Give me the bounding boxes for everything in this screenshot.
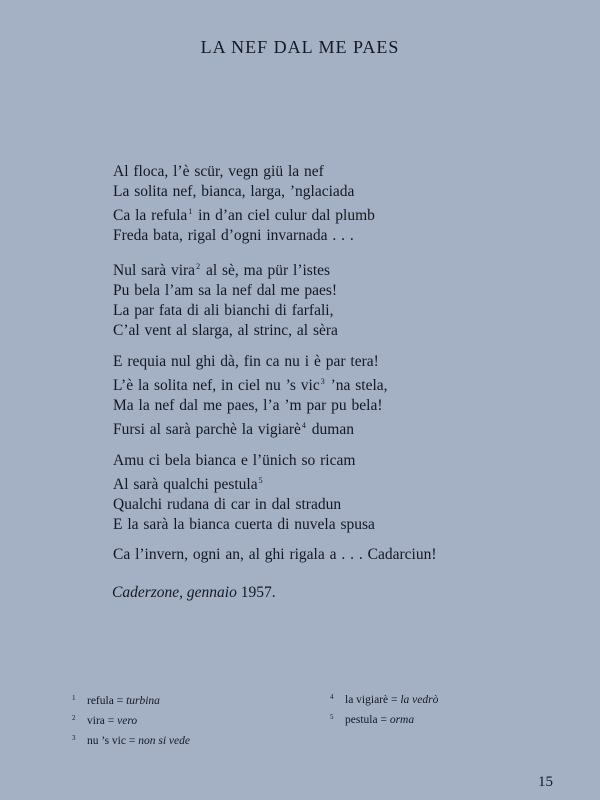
stanza bbox=[113, 257, 436, 341]
line-text: E la sarà la bianca cuerta di nuvela spusa bbox=[113, 516, 375, 533]
line-text: Ca la refula bbox=[113, 207, 188, 224]
footnote-marker: 1 bbox=[188, 207, 193, 216]
line-text: Nul sarà vira bbox=[113, 262, 196, 279]
poem-line bbox=[113, 162, 436, 182]
poem-body bbox=[113, 162, 436, 576]
footnote-number: 4 bbox=[330, 693, 334, 701]
footnote bbox=[72, 710, 190, 730]
line-text: La par fata di ali bianchi di farfali, bbox=[113, 302, 334, 319]
footnote-term: la vigiarè = bbox=[345, 694, 401, 706]
stanza bbox=[113, 451, 436, 535]
poem-line bbox=[113, 396, 436, 416]
line-text: L’è la solita nef, in ciel nu ’s vic bbox=[113, 377, 320, 394]
line-text: Ma la nef dal me paes, l’a ’m par pu bela! bbox=[113, 397, 383, 414]
line-text: Ca l’invern, ogni an, al ghi rigala a . . . Cadarciun! bbox=[113, 546, 437, 563]
footnote-meaning: vero bbox=[117, 715, 138, 727]
footnote bbox=[72, 730, 190, 750]
stanza bbox=[113, 545, 436, 565]
poem-line bbox=[113, 545, 436, 565]
poem-line bbox=[113, 301, 436, 321]
footnote bbox=[72, 690, 190, 710]
line-text: Amu ci bela bianca e l’ünich so ricam bbox=[113, 452, 356, 469]
poem-line bbox=[113, 226, 436, 246]
footnote-number: 2 bbox=[72, 714, 76, 722]
footnote bbox=[330, 689, 438, 709]
poem-line bbox=[113, 321, 436, 341]
poem-line bbox=[113, 202, 436, 226]
poem-line bbox=[113, 352, 436, 372]
poem-line bbox=[113, 182, 436, 202]
line-text: C’al vent al slarga, al strinc, al sèra bbox=[113, 322, 338, 339]
page-number: 15 bbox=[538, 774, 553, 790]
footnote-meaning: orma bbox=[389, 714, 415, 726]
poem-line bbox=[113, 451, 436, 471]
place-date-text: Caderzone, gennaio bbox=[112, 584, 237, 601]
line-text: Freda bata, rigal d’ogni invarnada . . . bbox=[113, 227, 354, 244]
footnote-term: refula = bbox=[87, 695, 127, 707]
poem-line bbox=[113, 257, 436, 281]
footnote-term: pestula = bbox=[345, 714, 390, 726]
line-text: Al sarà qualchi pestula bbox=[113, 476, 258, 493]
line-text-continued: in d’an ciel culur dal plumb bbox=[193, 207, 375, 224]
footnote bbox=[330, 709, 438, 729]
poem-line bbox=[113, 515, 436, 535]
footnotes-left bbox=[72, 690, 190, 750]
poem-line bbox=[113, 495, 436, 515]
footnote-meaning: la vedrò bbox=[400, 694, 439, 706]
footnote-marker: 5 bbox=[258, 476, 263, 485]
footnote-meaning: non si vede bbox=[138, 735, 190, 747]
line-text-continued: ’na stela, bbox=[325, 377, 388, 394]
line-text: Pu bela l’am sa la nef dal me paes! bbox=[113, 282, 338, 299]
line-text: Fursi al sarà parchè la vigiarè bbox=[113, 421, 301, 438]
footnote-number: 1 bbox=[72, 694, 76, 702]
poem-line bbox=[113, 372, 436, 396]
place-date bbox=[112, 584, 276, 602]
stanza bbox=[113, 352, 436, 440]
stanza bbox=[113, 162, 436, 246]
poem-line bbox=[113, 471, 436, 495]
poem-line bbox=[113, 281, 436, 301]
footnote-term: vira = bbox=[87, 715, 118, 727]
place-year: 1957. bbox=[236, 584, 276, 601]
line-text: Qualchi rudana di car in dal stradun bbox=[113, 496, 342, 513]
footnote-marker: 4 bbox=[301, 421, 306, 430]
footnote-marker: 3 bbox=[320, 377, 325, 386]
footnotes-right bbox=[330, 689, 438, 729]
footnote-meaning: turbina bbox=[126, 695, 160, 707]
footnote-number: 3 bbox=[72, 734, 76, 742]
line-text: La solita nef, bianca, larga, ’nglaciada bbox=[113, 183, 355, 200]
line-text: E requia nul ghi dà, fin ca nu i è par tera! bbox=[113, 353, 379, 370]
footnote-marker: 2 bbox=[196, 262, 201, 271]
line-text-continued: duman bbox=[306, 421, 354, 438]
footnote-term: nu ’s vic = bbox=[87, 735, 139, 747]
footnote-number: 5 bbox=[330, 713, 334, 721]
line-text-continued: al sè, ma pür l’istes bbox=[201, 262, 331, 279]
poem-title: LA NEF DAL ME PAES bbox=[200, 37, 400, 57]
poem-line bbox=[113, 416, 436, 440]
line-text: Al floca, l’è scür, vegn giü la nef bbox=[113, 163, 324, 180]
